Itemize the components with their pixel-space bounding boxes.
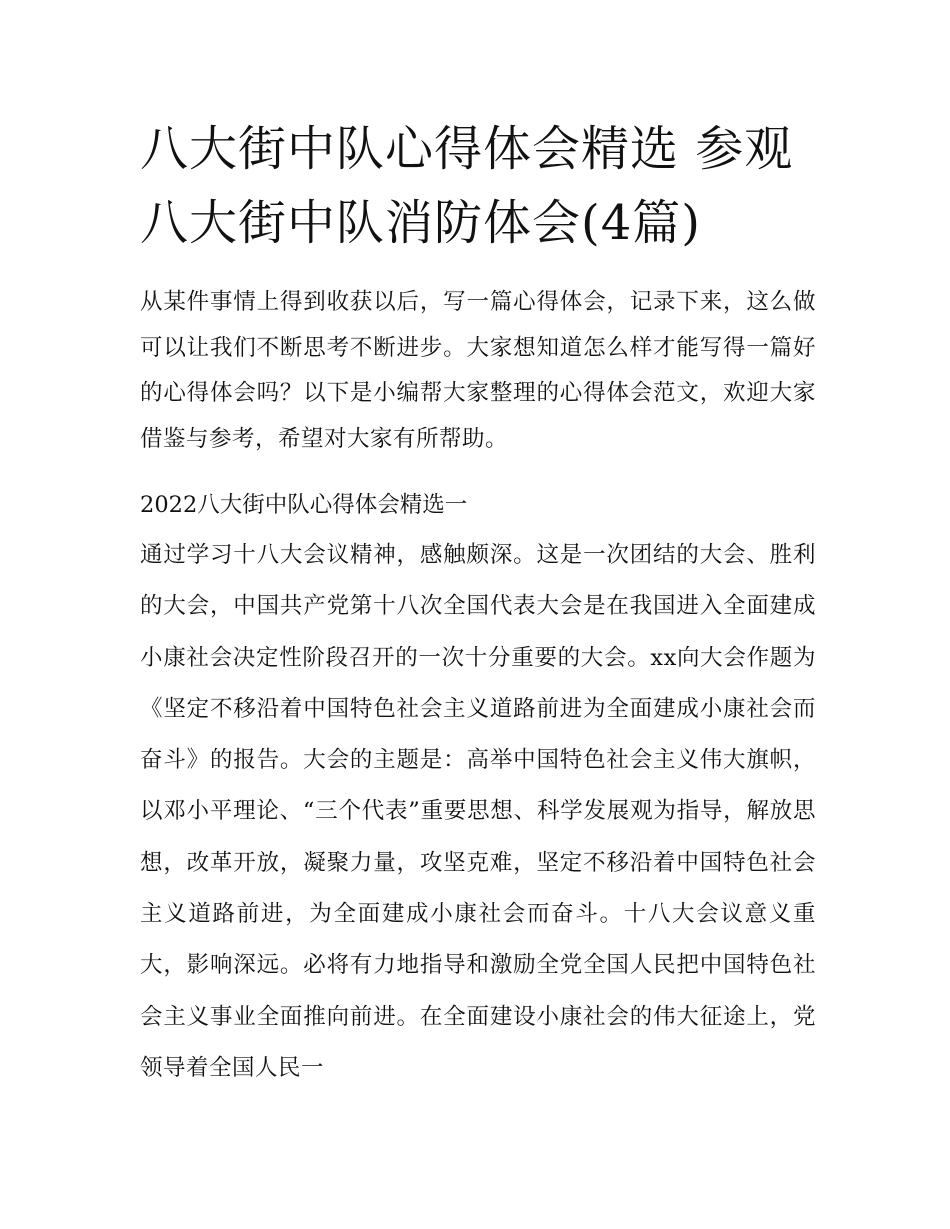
section-heading: 2022八大街中队心得体会精选一: [140, 492, 468, 518]
body-paragraph: 通过学习十八大会议精神，感触颇深。这是一次团结的大会、胜利的大会，中国共产党第十八次全国代表大会是在我国进入全面建成小康社会决定性阶段召开的一次十分重要的大会。xx向大会作题为《坚定不移沿着中国特色社会主义道路前进为全面建成小康社会而奋斗》的报告。大会的主题是：高举中国特色社会主义伟大旗帜，以邓小平理论、“三个代表”重要思想、科学发展观为指导，解放思想，改革开放，凝聚力量，攻坚克难，坚定不移沿着中国特色社会主义道路前进，为全面建成小康社会而奋斗。十八大会议意义重大，影响深远。必将有力地指导和激励全党全国人民把中国特色社会主义事业全面推向前进。在全面建设小康社会的伟大征途上，党领导着全国人民一: [140, 542, 816, 1081]
intro-paragraph: 从某件事情上得到收获以后，写一篇心得体会，记录下来，这么做可以让我们不断思考不断进步。大家想知道怎么样才能写得一篇好的心得体会吗？以下是小编帮大家整理的心得体会范文，欢迎大家借鉴与参考，希望对大家有所帮助。: [140, 289, 816, 452]
document-title: 八大街中队心得体会精选 参观八大街中队消防体会(4篇): [140, 121, 794, 251]
